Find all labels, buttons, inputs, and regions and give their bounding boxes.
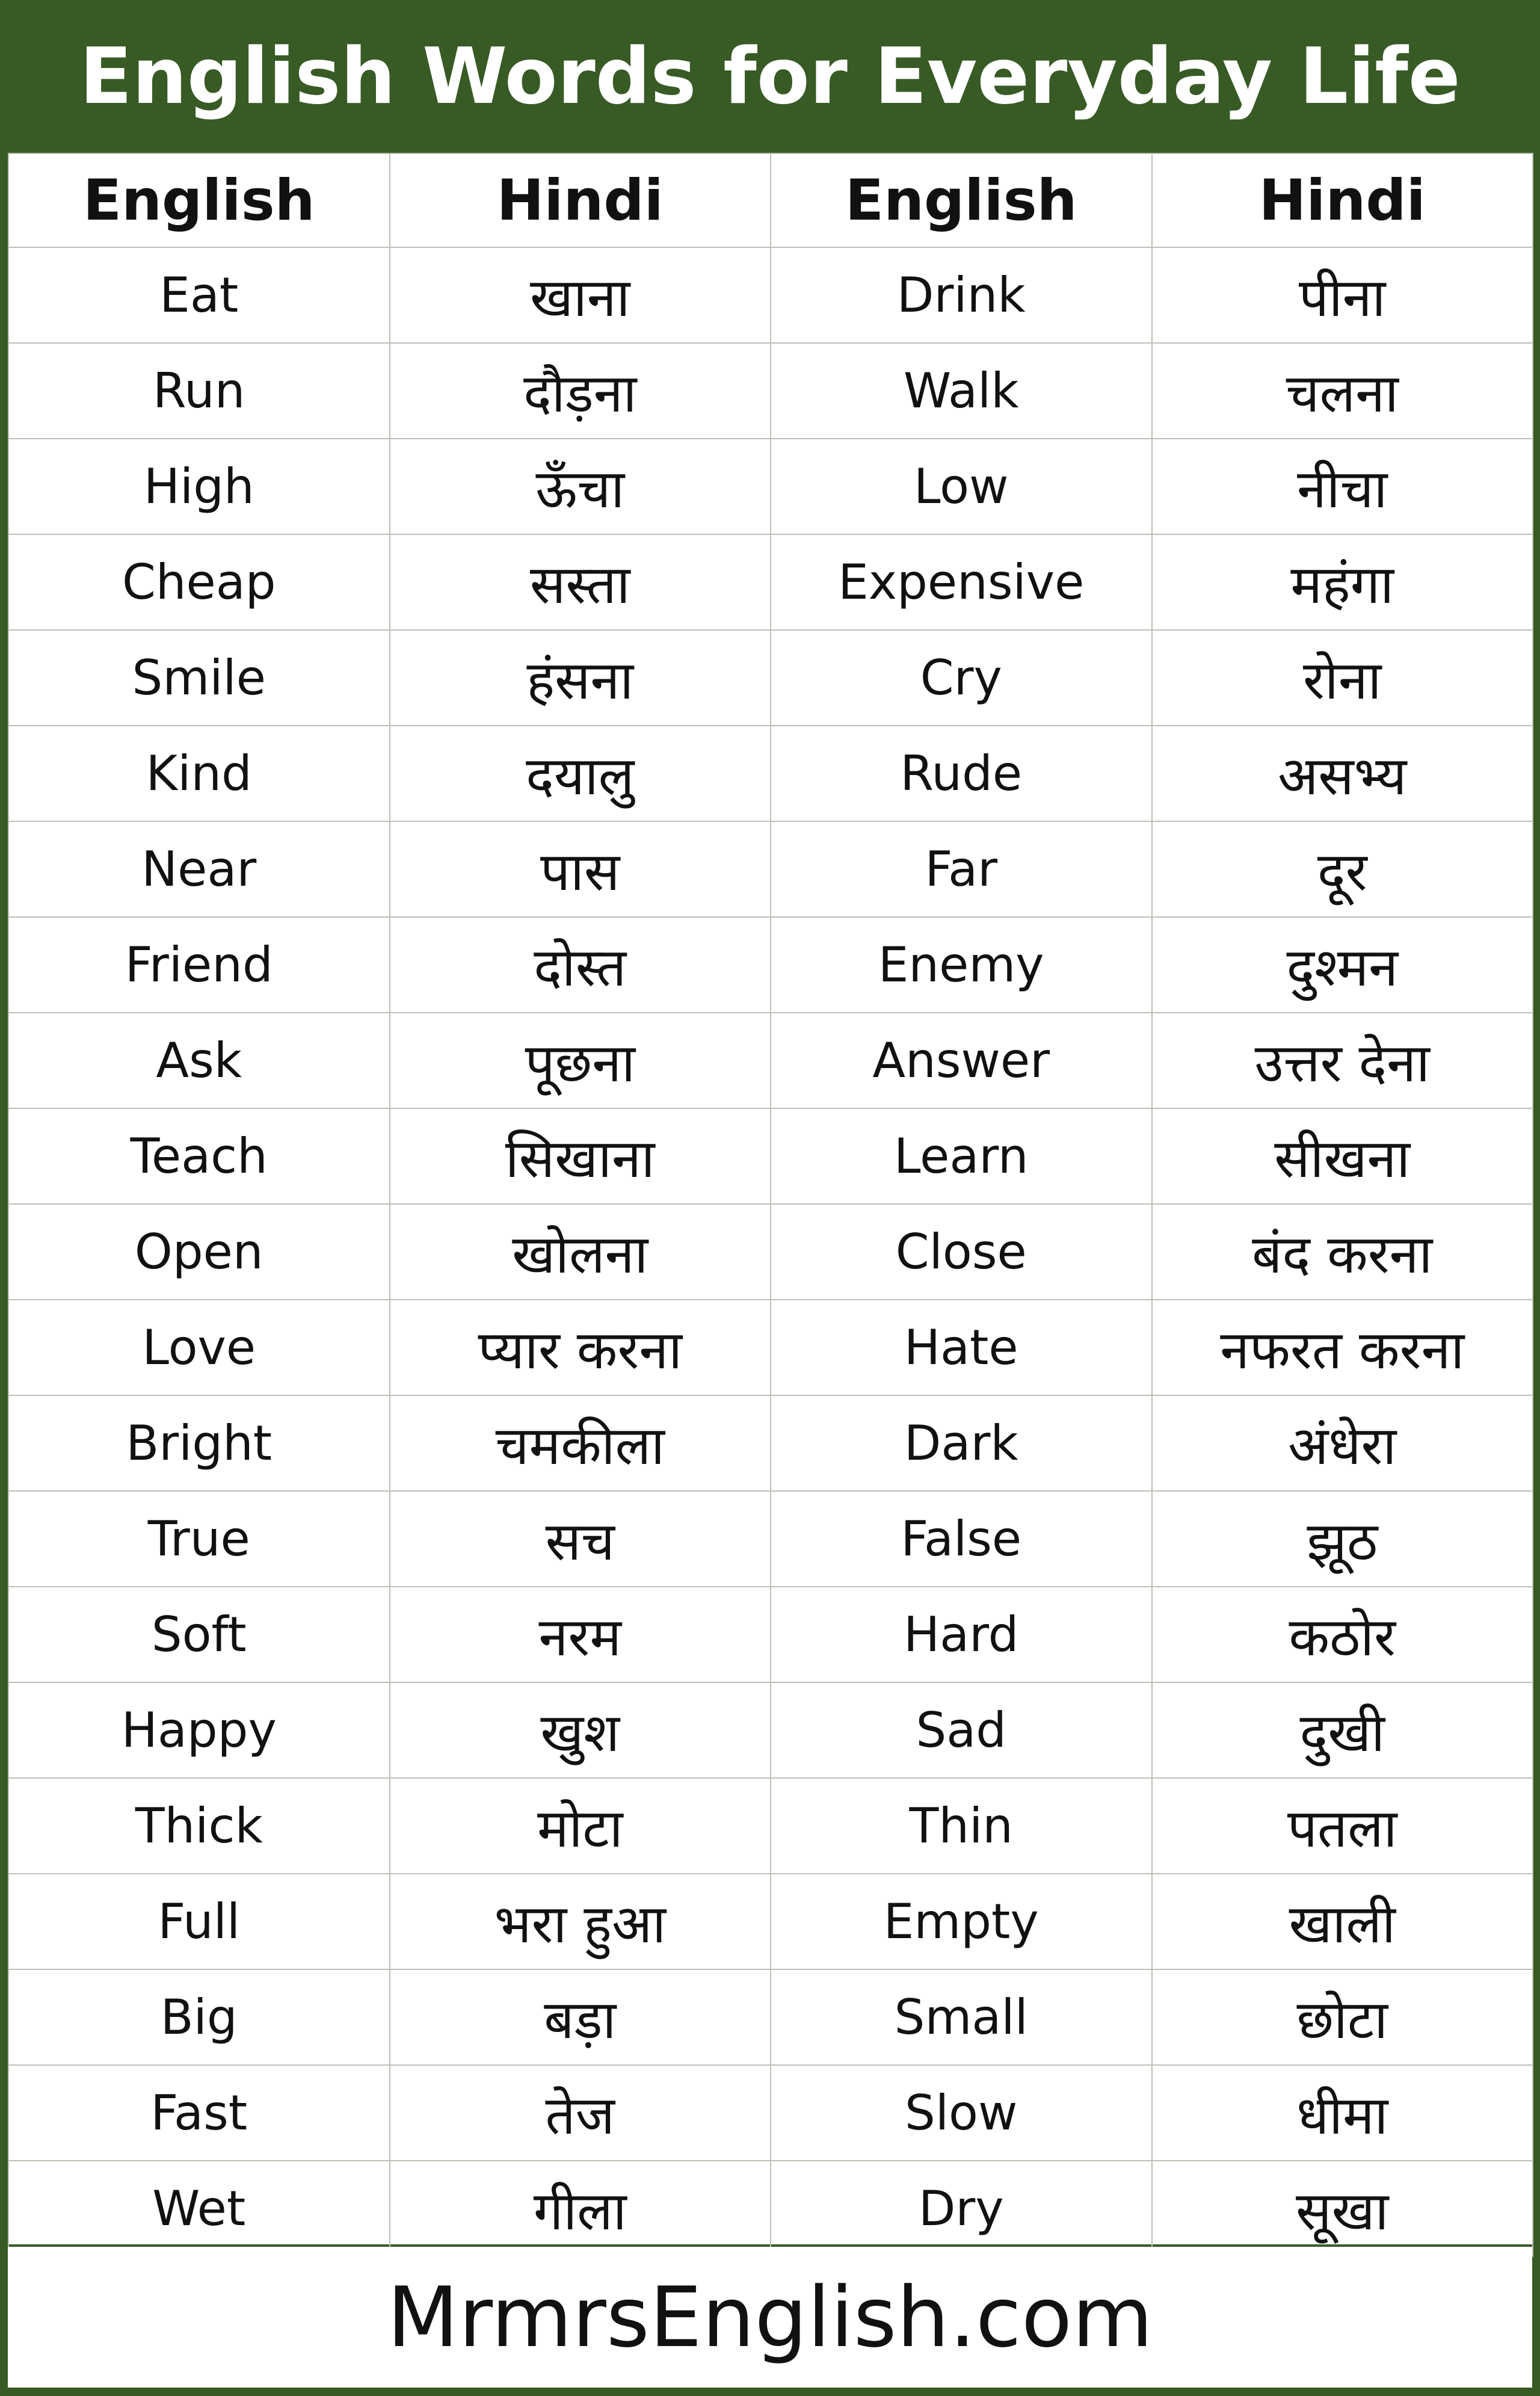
cell-english-word: Big [8,1969,390,2065]
cell-hindi-word: नरम [390,1587,771,1682]
cell-hindi-opposite: उत्तर देना [1152,1013,1533,1108]
table-row [8,726,1533,821]
cell-hindi-word: सिखाना [390,1108,771,1204]
cell-english-word: Cheap [8,534,390,630]
title-banner [0,0,1540,153]
table-row [8,1300,1533,1395]
cell-hindi-word: सच [390,1491,771,1587]
cell-english-word: Soft [8,1587,390,1682]
cell-hindi-opposite: सूखा [1152,2161,1533,2256]
cell-hindi-opposite: झूठ [1152,1491,1533,1587]
cell-english-word: Eat [8,247,390,343]
cell-hindi-word: बड़ा [390,1969,771,2065]
cell-english-word: Run [8,343,390,439]
cell-english-word: Friend [8,917,390,1013]
cell-hindi-opposite: रोना [1152,630,1533,726]
cell-hindi-opposite: असभ्य [1152,726,1533,821]
cell-hindi-word: खाना [390,247,771,343]
header-row [8,153,1533,247]
cell-english-word: Love [8,1300,390,1395]
cell-english-word: Thick [8,1778,390,1874]
cell-hindi-opposite: कठोर [1152,1587,1533,1682]
cell-hindi-word: हंसना [390,630,771,726]
table-row [8,917,1533,1013]
table-row [8,1013,1533,1108]
column-header-hindi-2: Hindi [1152,153,1533,247]
cell-hindi-word: चमकीला [390,1395,771,1491]
cell-hindi-opposite: खाली [1152,1874,1533,1969]
cell-english-opposite: Small [771,1969,1152,2065]
table-row [8,1682,1533,1778]
table-row [8,630,1533,726]
cell-english-opposite: Walk [771,343,1152,439]
cell-hindi-opposite: चलना [1152,343,1533,439]
table-row [8,343,1533,439]
table-row [8,534,1533,630]
cell-hindi-opposite: पतला [1152,1778,1533,1874]
cell-english-opposite: Thin [771,1778,1152,1874]
cell-english-opposite: Learn [771,1108,1152,1204]
vocabulary-table-container [8,153,1532,2244]
cell-english-word: Fast [8,2065,390,2161]
cell-hindi-word: मोटा [390,1778,771,1874]
cell-english-opposite: Dark [771,1395,1152,1491]
table-row [8,1874,1533,1969]
cell-english-opposite: Dry [771,2161,1152,2256]
cell-hindi-word: दौड़ना [390,343,771,439]
page-title: English Words for Everyday Life [79,31,1461,122]
table-row [8,1778,1533,1874]
cell-english-word: Open [8,1204,390,1300]
cell-hindi-word: सस्ता [390,534,771,630]
table-row [8,247,1533,343]
table-row [8,1969,1533,2065]
cell-hindi-opposite: दुखी [1152,1682,1533,1778]
footer-website-text: MrmrsEnglish.com [387,2268,1153,2366]
cell-hindi-word: दोस्त [390,917,771,1013]
cell-hindi-word: प्यार करना [390,1300,771,1395]
cell-english-word: Kind [8,726,390,821]
column-header-hindi-1: Hindi [390,153,771,247]
cell-english-opposite: Cry [771,630,1152,726]
cell-english-opposite: Hard [771,1587,1152,1682]
cell-english-word: True [8,1491,390,1587]
cell-hindi-word: तेज [390,2065,771,2161]
cell-hindi-opposite: बंद करना [1152,1204,1533,1300]
cell-english-opposite: Empty [771,1874,1152,1969]
cell-hindi-opposite: पीना [1152,247,1533,343]
table-row [8,1108,1533,1204]
cell-english-opposite: Hate [771,1300,1152,1395]
table-row [8,439,1533,534]
column-header-english-2: English [771,153,1152,247]
cell-english-opposite: Slow [771,2065,1152,2161]
table-row [8,1395,1533,1491]
cell-hindi-opposite: छोटा [1152,1969,1533,2065]
cell-english-opposite: Enemy [771,917,1152,1013]
cell-hindi-opposite: नफरत करना [1152,1300,1533,1395]
cell-hindi-opposite: नीचा [1152,439,1533,534]
cell-hindi-opposite: सीखना [1152,1108,1533,1204]
cell-english-opposite: False [771,1491,1152,1587]
table-row [8,1587,1533,1682]
cell-english-word: Smile [8,630,390,726]
cell-hindi-opposite: धीमा [1152,2065,1533,2161]
cell-english-word: Full [8,1874,390,1969]
cell-english-word: Ask [8,1013,390,1108]
table-row [8,1204,1533,1300]
cell-hindi-word: ऊँचा [390,439,771,534]
cell-english-word: High [8,439,390,534]
table-row [8,821,1533,917]
cell-hindi-word: पास [390,821,771,917]
column-header-english-1: English [8,153,390,247]
cell-hindi-opposite: महंगा [1152,534,1533,630]
vocabulary-table [8,153,1533,2257]
cell-hindi-word: दयालु [390,726,771,821]
footer-banner [8,2247,1532,2388]
cell-english-opposite: Sad [771,1682,1152,1778]
cell-english-word: Bright [8,1395,390,1491]
cell-english-opposite: Drink [771,247,1152,343]
cell-hindi-word: गीला [390,2161,771,2256]
cell-english-opposite: Rude [771,726,1152,821]
cell-english-word: Near [8,821,390,917]
vocabulary-table-body [8,247,1533,2256]
cell-hindi-opposite: दूर [1152,821,1533,917]
cell-english-opposite: Answer [771,1013,1152,1108]
cell-english-word: Happy [8,1682,390,1778]
cell-hindi-word: भरा हुआ [390,1874,771,1969]
table-row [8,1491,1533,1587]
table-row [8,2161,1533,2256]
cell-hindi-opposite: अंधेरा [1152,1395,1533,1491]
table-row [8,2065,1533,2161]
cell-english-word: Wet [8,2161,390,2256]
cell-hindi-word: खोलना [390,1204,771,1300]
cell-english-opposite: Far [771,821,1152,917]
cell-hindi-word: पूछना [390,1013,771,1108]
cell-hindi-opposite: दुश्मन [1152,917,1533,1013]
cell-english-opposite: Expensive [771,534,1152,630]
cell-english-word: Teach [8,1108,390,1204]
cell-hindi-word: खुश [390,1682,771,1778]
cell-english-opposite: Close [771,1204,1152,1300]
cell-english-opposite: Low [771,439,1152,534]
